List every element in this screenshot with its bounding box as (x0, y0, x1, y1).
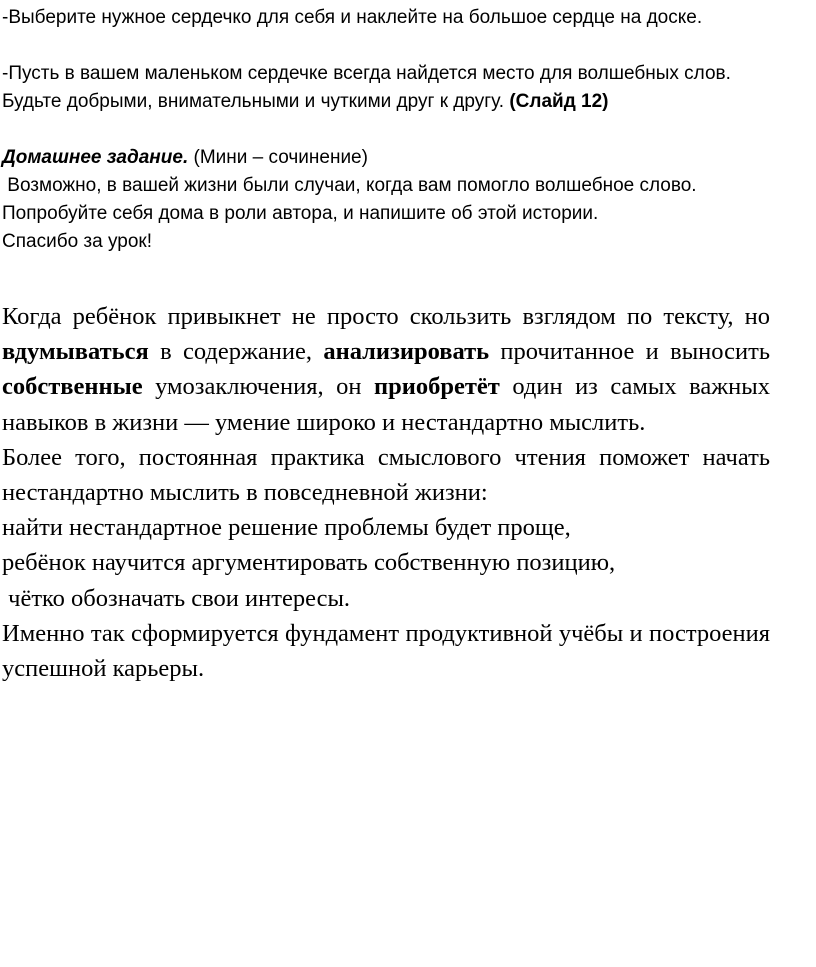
slide-reference: (Слайд 12) (509, 91, 609, 112)
bold-word: собственные (2, 373, 143, 401)
bold-word: анализировать (323, 338, 490, 366)
text-fragment: один из самых важных навыков в жизни — умение широко и нестандартно мыслить. (2, 373, 770, 436)
homework-note: (Мини – сочинение) (193, 147, 368, 168)
text-fragment: прочитанное и выносить (489, 338, 770, 366)
paragraph-reading-skills (2, 299, 770, 440)
homework-label: Домашнее задание. (2, 147, 189, 168)
homework-heading (2, 144, 792, 172)
article-text (2, 299, 770, 686)
text-fragment: Когда ребёнок привыкнет не просто скользить взглядом по тексту, но (2, 303, 770, 330)
spacer (2, 32, 792, 60)
paragraph-career: Именно так сформируется фундамент продуктивной учёбы и построения успешной карьеры. (2, 619, 770, 683)
instruction-wish (2, 60, 792, 116)
homework-text (2, 172, 792, 228)
homework-description: Возможно, в вашей жизни были случаи, когда вам помогло волшебное слово. Попробуйте себя дома в роли автора, и напишите об этой истории. (2, 175, 697, 224)
text-fragment: в содержание, (148, 338, 324, 366)
paragraph-solution: найти нестандартное решение проблемы будет проще, (2, 514, 571, 542)
paragraph-practice: Более того, постоянная практика смыслового чтения поможет начать нестандартно мыслить в повседневной жизни: (2, 443, 770, 507)
bold-word: вдумываться (2, 338, 149, 366)
instruction-stickers: -Выберите нужное сердечко для себя и наклейте на большое сердце на доске. (2, 7, 703, 28)
text-fragment: умозаключения, он (142, 373, 375, 401)
paragraph-argument: ребёнок научится аргументировать собственную позицию, (2, 549, 616, 577)
bold-word: приобретёт (374, 373, 500, 401)
spacer (2, 116, 792, 144)
wish-text: -Пусть в вашем маленьком сердечке всегда найдется место для волшебных слов. Будьте добрыми, внимательными и чуткими друг к другу. (2, 63, 731, 112)
paragraph-interests: чётко обозначать свои интересы. (2, 584, 351, 612)
lesson-notes (2, 4, 792, 256)
thanks-line: Спасибо за урок! (2, 231, 152, 252)
